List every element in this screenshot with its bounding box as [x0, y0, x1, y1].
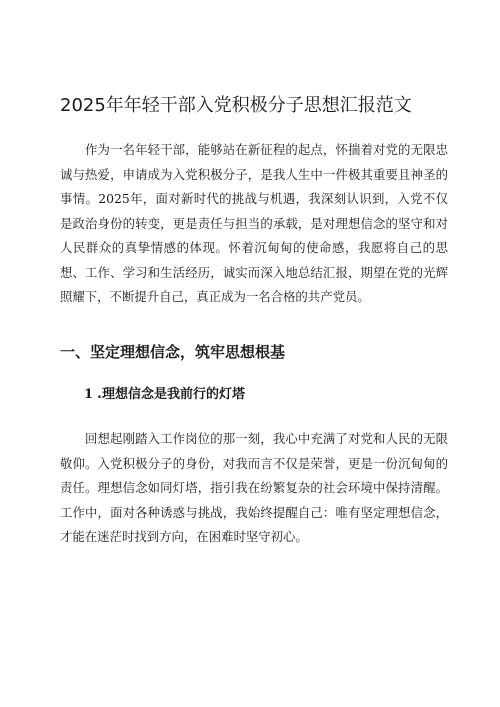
subsection-title: .理想信念是我前行的灯塔: [97, 387, 245, 402]
subsection-paragraph: 回想起刚踏入工作岗位的那一刻，我心中充满了对党和人民的无限敬仰。入党积极分子的身份，对我而言不仅是荣誉，更是一份沉甸甸的责任。理想信念如同灯塔，指引我在纷繁复杂的社会环境中保持清醒。工作中，面对各种诱惑与挑战，我始终提醒自己：唯有坚定理想信念，才能在迷茫时找到方向，在困难时坚守初心。: [60, 431, 448, 544]
intro-paragraph: 作为一名年轻干部，能够站在新征程的起点，怀揣着对党的无限忠诚与热爱，申请成为入党积极分子，是我人生中一件极其重要且神圣的事情。2025年，面对新时代的挑战与机遇，我深刻认识到，入党不仅是政治身份的转变，更是责任与担当的承载，是对理想信念的坚守和对人民群众的真挚情感的体现。怀着沉甸甸的使命感，我愿将自己的思想、工作、学习和生活经历，诚实而深入地总结汇报，期望在党的光辉照耀下，不断提升自己，真正成为一名合格的共产党员。: [60, 142, 448, 304]
subsection-heading: [84, 386, 245, 404]
section-heading: 一、坚定理想信念，筑牢思想根基: [60, 343, 286, 361]
document-title: 2025年年轻干部入党积极分子思想汇报范文: [60, 95, 412, 116]
subsection-number: 1: [84, 387, 94, 402]
